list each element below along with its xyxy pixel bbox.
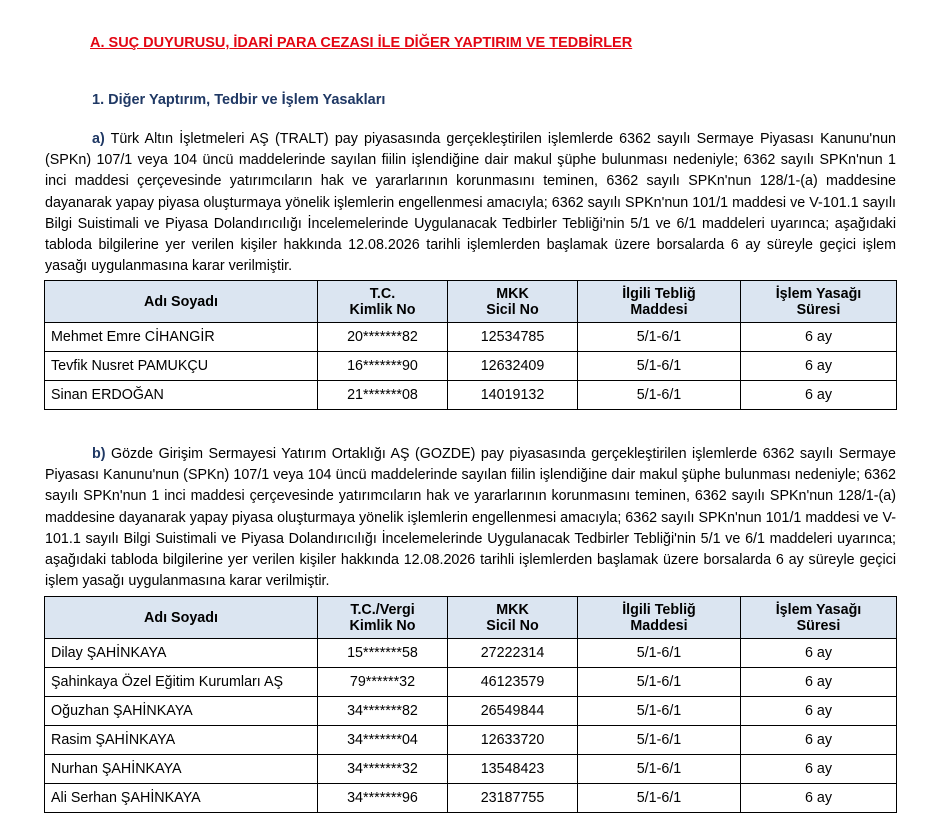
cell-mkk: 46123579 xyxy=(448,668,578,697)
header-mkk: MKK Sicil No xyxy=(448,597,578,639)
cell-ban: 6 ay xyxy=(741,755,897,784)
cell-id: 34*******96 xyxy=(318,784,448,813)
cell-mkk: 13548423 xyxy=(448,755,578,784)
table-row xyxy=(45,726,897,755)
header-name: Adı Soyadı xyxy=(45,281,318,323)
table-row xyxy=(45,668,897,697)
cell-article: 5/1-6/1 xyxy=(578,639,741,668)
table-row xyxy=(45,323,897,352)
table-row xyxy=(45,639,897,668)
paragraph-a-text: Türk Altın İşletmeleri AŞ (TRALT) pay piyasasında gerçekleştirilen işlemlerde 6362 sayılı Sermaye Piyasası Kanunu'nun (SPKn) 107/1 veya 104 üncü maddelerinde sayılan fiilin işlendiğine dair makul şüphe bulunması nedeniyle; 6362 sayılı SPKn'nun 1 inci maddesi çerçevesinde yatırımcıların hak ve yararlarının korunmasını teminen, 6362 sayılı SPKn'nun 128/1-(a) maddesine dayanarak yapay piyasa oluşturmaya yönelik işlemlerin engellenmesi amacıyla; 6362 sayılı SPKn'nun 101/1 maddesi ve V-101.1 sayılı Bilgi Suistimali ve Piyasa Dolandırıcılığı İncelemelerinde Uygulanacak Tedbirler Tebliği'nin 5/1 ve 6/1 maddeleri uyarınca; aşağıdaki tabloda bilgilerine yer verilen kişiler hakkında 12.08.2026 tarihli işlemlerden başlamak üzere borsalarda 6 ay süreyle geçici işlem yasağı uygulanmasına karar verilmiştir. xyxy=(45,131,896,275)
cell-article: 5/1-6/1 xyxy=(578,697,741,726)
header-id: T.C./Vergi Kimlik No xyxy=(318,597,448,639)
section-label: A. xyxy=(90,35,105,51)
paragraph-b-mark: b) xyxy=(92,446,106,462)
cell-name: Şahinkaya Özel Eğitim Kurumları AŞ xyxy=(45,668,318,697)
cell-id: 79******32 xyxy=(318,668,448,697)
cell-ban: 6 ay xyxy=(741,784,897,813)
cell-article: 5/1-6/1 xyxy=(578,755,741,784)
ban-table-a xyxy=(44,280,897,410)
cell-id: 34*******32 xyxy=(318,755,448,784)
cell-mkk: 26549844 xyxy=(448,697,578,726)
header-mkk: MKK Sicil No xyxy=(448,281,578,323)
cell-id: 15*******58 xyxy=(318,639,448,668)
section-title xyxy=(90,35,632,51)
cell-ban: 6 ay xyxy=(741,352,897,381)
cell-id: 34*******04 xyxy=(318,726,448,755)
cell-article: 5/1-6/1 xyxy=(578,323,741,352)
paragraph-a-mark: a) xyxy=(92,131,105,147)
cell-article: 5/1-6/1 xyxy=(578,726,741,755)
cell-name: Oğuzhan ŞAHİNKAYA xyxy=(45,697,318,726)
cell-id: 20*******82 xyxy=(318,323,448,352)
subsection-title xyxy=(92,92,385,108)
cell-mkk: 12632409 xyxy=(448,352,578,381)
cell-id: 21*******08 xyxy=(318,381,448,410)
subsection-label: 1. xyxy=(92,92,105,108)
cell-article: 5/1-6/1 xyxy=(578,784,741,813)
table-header-row xyxy=(45,281,897,323)
cell-ban: 6 ay xyxy=(741,323,897,352)
ban-table-b xyxy=(44,596,897,813)
cell-name: Nurhan ŞAHİNKAYA xyxy=(45,755,318,784)
cell-name: Tevfik Nusret PAMUKÇU xyxy=(45,352,318,381)
table-header-row xyxy=(45,597,897,639)
cell-article: 5/1-6/1 xyxy=(578,381,741,410)
paragraph-a xyxy=(45,129,896,277)
table-row xyxy=(45,697,897,726)
header-id: T.C. Kimlik No xyxy=(318,281,448,323)
paragraph-b-text: Gözde Girişim Sermayesi Yatırım Ortaklığı AŞ (GOZDE) pay piyasasında gerçekleştirilen işlemlerde 6362 sayılı Sermaye Piyasası Kanunu'nun (SPKn) 107/1 veya 104 üncü maddelerinde sayılan fiilin işlendiğine dair makul şüphe bulunması nedeniyle; 6362 sayılı SPKn'nun 1 inci maddesi çerçevesinde yatırımcıların hak ve yararlarının korunmasını teminen, 6362 sayılı SPKn'nun 128/1-(a) maddesine dayanarak yapay piyasa oluşturmaya yönelik işlemlerin engellenmesi amacıyla; 6362 sayılı SPKn'nun 101/1 maddesi ve V-101.1 sayılı Bilgi Suistimali ve Piyasa Dolandırıcılığı İncelemelerinde Uygulanacak Tedbirler Tebliği'nin 5/1 ve 6/1 maddeleri uyarınca; aşağıdaki tabloda bilgilerine yer verilen kişiler hakkında 12.08.2026 tarihli işlemlerden başlamak üzere borsalarda 6 ay süreyle geçici işlem yasağı uygulanmasına karar verilmiştir. xyxy=(45,446,896,590)
paragraph-b xyxy=(45,444,896,592)
cell-name: Mehmet Emre CİHANGİR xyxy=(45,323,318,352)
cell-mkk: 14019132 xyxy=(448,381,578,410)
header-article: İlgili Tebliğ Maddesi xyxy=(578,281,741,323)
header-ban: İşlem Yasağı Süresi xyxy=(741,597,897,639)
cell-ban: 6 ay xyxy=(741,668,897,697)
header-name: Adı Soyadı xyxy=(45,597,318,639)
cell-mkk: 27222314 xyxy=(448,639,578,668)
cell-name: Rasim ŞAHİNKAYA xyxy=(45,726,318,755)
cell-mkk: 12633720 xyxy=(448,726,578,755)
cell-name: Ali Serhan ŞAHİNKAYA xyxy=(45,784,318,813)
cell-id: 34*******82 xyxy=(318,697,448,726)
table-row xyxy=(45,352,897,381)
cell-mkk: 12534785 xyxy=(448,323,578,352)
cell-ban: 6 ay xyxy=(741,381,897,410)
table-row xyxy=(45,381,897,410)
cell-name: Dilay ŞAHİNKAYA xyxy=(45,639,318,668)
cell-ban: 6 ay xyxy=(741,697,897,726)
cell-mkk: 23187755 xyxy=(448,784,578,813)
cell-article: 5/1-6/1 xyxy=(578,668,741,697)
cell-name: Sinan ERDOĞAN xyxy=(45,381,318,410)
cell-ban: 6 ay xyxy=(741,639,897,668)
cell-id: 16*******90 xyxy=(318,352,448,381)
header-article: İlgili Tebliğ Maddesi xyxy=(578,597,741,639)
table-row xyxy=(45,755,897,784)
cell-ban: 6 ay xyxy=(741,726,897,755)
section-title-text: SUÇ DUYURUSU, İDARİ PARA CEZASI İLE DİĞER YAPTIRIM VE TEDBİRLER xyxy=(108,35,633,51)
subsection-title-text: Diğer Yaptırım, Tedbir ve İşlem Yasakları xyxy=(108,92,386,108)
cell-article: 5/1-6/1 xyxy=(578,352,741,381)
header-ban: İşlem Yasağı Süresi xyxy=(741,281,897,323)
table-row xyxy=(45,784,897,813)
